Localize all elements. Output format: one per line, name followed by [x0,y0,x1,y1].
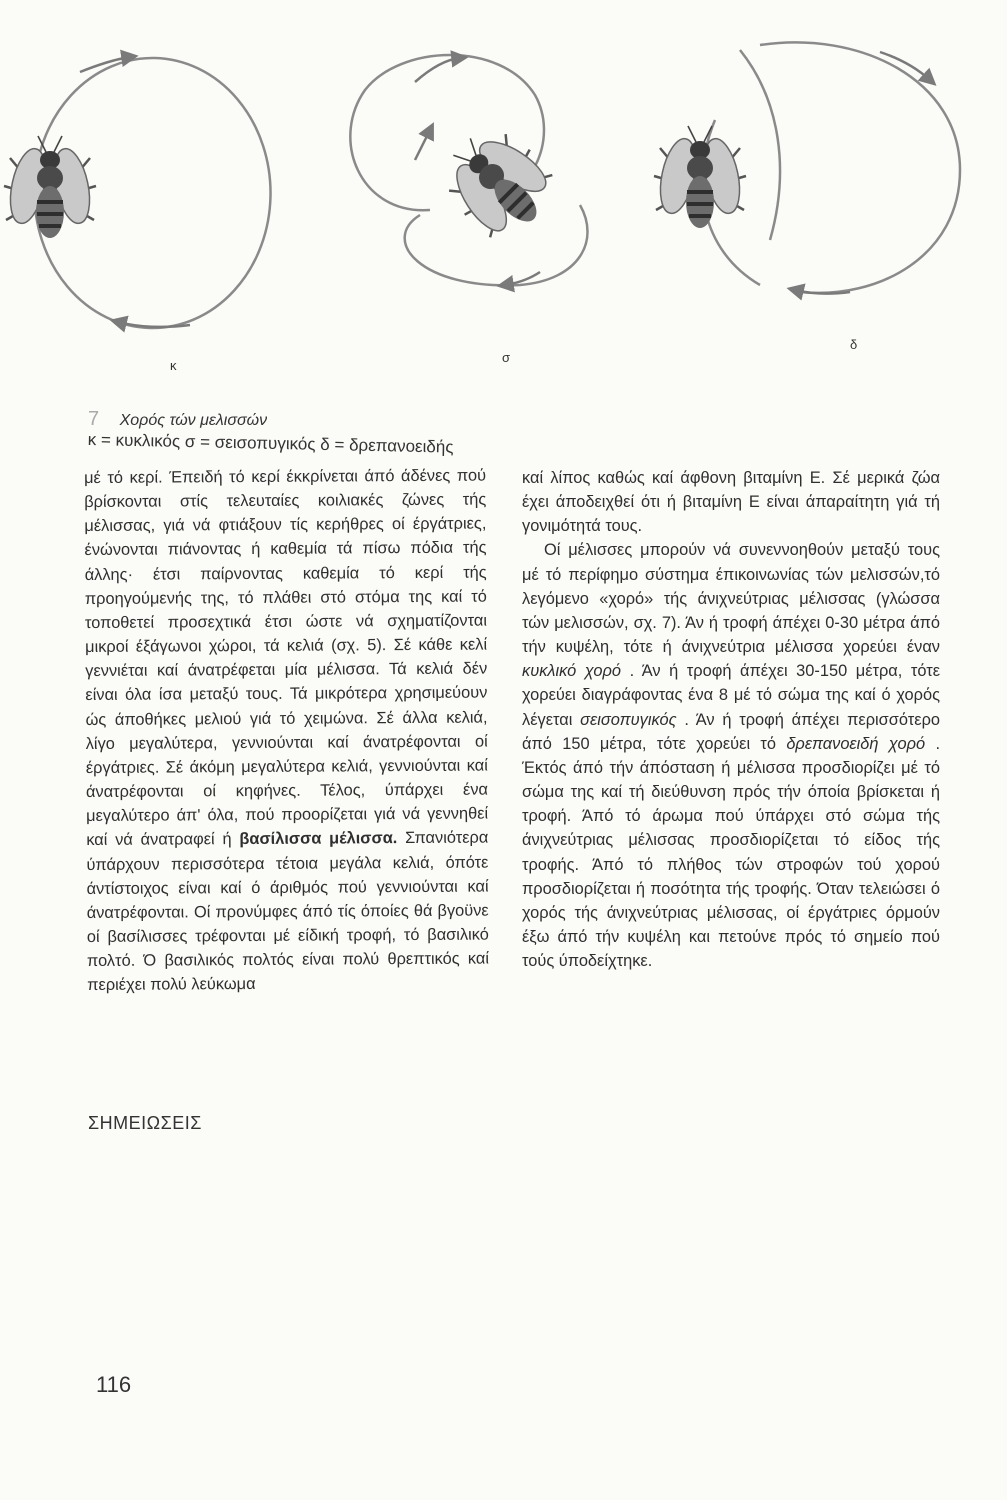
bee-icon [429,114,566,251]
paragraph: καί λίπος καθώς καί άφθονη βιταμίνη Ε. Σέ μερικά ζώα έχει άποδειχθεί ότι ή βιταμίνη Ε είναι άπαραίτητη γιά τή γονιμότητά τους. [522,469,940,536]
bee-dance-figure [0,0,1007,380]
paragraph [522,538,940,973]
paragraph [84,464,489,998]
label-sickle: δ [850,337,858,352]
term-sickle-dance: δρεπανοειδή χορό [786,734,926,753]
circular-dance-diagram [4,57,271,328]
text-run: . Άν ή τροφή άπέχει 30-150 μέτρα, τότε χορεύει διαγράφοντας ένα 8 μέ τό σώμα της καί ό χορός λέγεται [522,662,940,729]
text-column-left [84,464,489,998]
emphasis-queen-bee: βασίλισσα μέλισσα. [239,829,398,849]
figure-title: Χορός τών μελισσών [119,412,268,429]
text-run: μέ τό κερί. Έπειδή τό κερί έκκρίνεται άπό άδένες πού βρίσκονται στίς τελευταίες κοιλιακές ζώνες τής μέλισσας, γιά νά φτιάξουν τίς κερήθρες οί έργάτριες, ένώνονται πιάνοντας ή καθεμία τά πίσω πόδια τής άλλης· έτσι παίρνοντας καθεμία τό κερί τής προηγούμενής της, τό πλάθει στό στόμα της καί τό τοποθετεί προσεχτικά έτσι ώστε νά σχηματίζονται μικροί έξάγωνοι χώροι, τά κελιά (σχ. 5). Σέ κάθε κελί γεννιέται καί άνατρέφεται μία μέλισσα. Τά κελιά δέν είναι όλα ίσα μεταξύ τους. Τά μικρότερα χρησιμεύουν ώς άποθήκες μελιού γιά τό χειμώνα. Σέ άλλα κελιά, λίγο μεγαλύτερα, γεννιούνται καί άνατρέφονται οί έργάτριες. Σέ άκόμη μεγαλύτερα κελιά, γεννιούνται καί άνατρέφονται οί κηφήνες. Τέλος, ύπάρχει ένα μεγαλύτερο άπ' όλα, πού προορίζεται γιά νά γεννηθεί καί νά άνατραφεί ή [84,466,489,850]
text-run: . Έκτός άπό τήν άπόσταση ή μέλισσα προσδιορίζει μέ τό σώμα της καί τή διεύθυνση πρός τήν όποία βρίσκεται ή τροφή. Άπό τό άρωμα πού ύπάρχει στό σώμα τής άνιχνεύτριας μέλισσας προσδιορίζεται τό είδος τής τροφής. Άπό τό πλήθος τών στροφών τού χορού προσδιορίζεται ή ποσότητα τής τροφής. Όταν τελειώσει ό χορός τής άνιχνεύτριας μέλισσας, οί έργάτριες όρμούν έξω άπό τήν κυψέλη και πετούνε πρός τό σημείο πού τούς ύποδείχτηκε. [522,734,940,971]
text-run: Σπανιότερα ύπάρχουν περισσότερα τέτοια μεγάλα κελιά, όπότε άντίστοιχος είναι καί ό άριθμός πού γεννιούνται καί άνατρέφονται. Οί προνύμφες άπό τίς όποίες θά βγοϋνε οί βασίλισσες τρέφονται μέ είδική τροφή, τό βασιλικό πολτό. Ό βασιλικός πολτός είναι πολύ θρεπτικός καί περιέχει πολύ λεύκωμα [86,828,490,995]
label-waggle: σ [502,350,511,365]
figure-legend: κ = κυκλικός σ = σεισοπυγικός δ = δρεπανοειδής [87,430,454,457]
term-waggle-dance: σεισοπυγικός [580,710,677,729]
term-circular-dance: κυκλικό χορό [522,662,622,681]
sickle-dance-diagram [654,42,960,293]
waggle-dance-diagram [350,55,587,285]
page-number: 116 [96,1372,132,1397]
text-run: Οί μέλισσες μπορούν νά συνεννοηθούν μεταξύ τους μέ τό περίφημο σύστημα έπικοινωνίας τών μελισσών,τό λεγόμενο «χορό» τής άνιχνεύτριας μέλισσας (γλώσσα τών μελισσών, σχ. 7). Άν ή τροφή άπέχει 0-30 μέτρα άπό τήν κυψέλη, τότε ή άνιχνεύτρια μέλισσα χορεύει έναν [522,541,940,657]
label-circular: κ [170,358,177,373]
text-run: . Άν ή τροφή άπέχει περισσότερο άπό 150 μέτρα, τότε χορεύει τό [522,710,941,753]
dance-diagrams [0,0,1007,380]
bee-icon [4,136,96,238]
figure-number: 7 [88,408,100,430]
text-column-right [522,466,940,973]
bee-icon [654,126,746,228]
notes-heading: ΣΗΜΕΙΩΣΕΙΣ [88,1113,202,1133]
figure-caption [88,408,267,431]
